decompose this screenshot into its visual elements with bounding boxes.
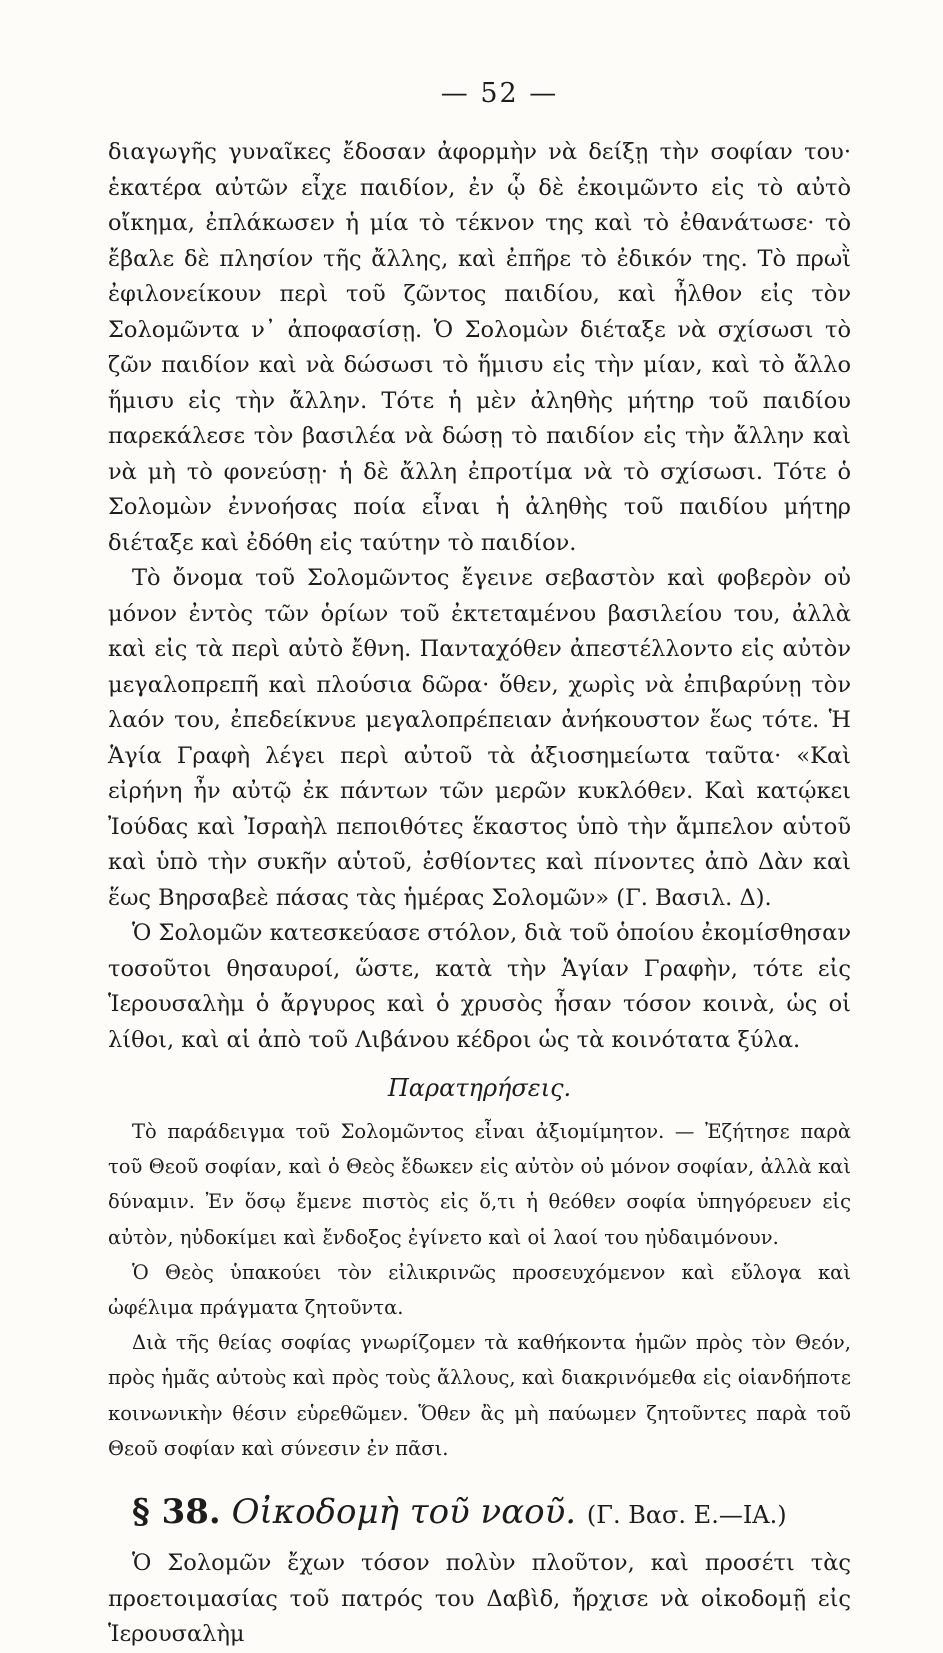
section-title: Οἰκοδομὴ τοῦ ναοῦ. (231, 1492, 577, 1533)
note-paragraph: Τὸ παράδειγμα τοῦ Σολομῶντος εἶναι ἀξιομίμητον. — Ἐζήτησε παρὰ τοῦ Θεοῦ σοφίαν, καὶ ὁ Θεὸς ἔδωκεν εἰς αὐτὸν οὐ μόνον σοφίαν, ἀλλὰ καὶ δύναμιν. Ἐν ὅσῳ ἔμενε πιστὸς εἰς ὅ,τι ἡ θεόθεν σοφία ὑπηγόρευεν εἰς αὐτὸν, ηὐδοκίμει καὶ ἔνδοξος ἐγίνετο καὶ οἱ λαοί του ηὐδαιμόνουν. (108, 1120, 851, 1249)
paragraph-solomon-fleet: Ὁ Σολομῶν κατεσκεύασε στόλον, διὰ τοῦ ὁποίου ἐκομίσθησαν τοσοῦτοι θησαυροί, ὥστε, κατὰ τὴν Ἁγίαν Γραφὴν, τότε εἰς Ἱερουσαλὴμ ὁ ἄργυρος καὶ ὁ χρυσὸς ἦσαν τόσον κοινὰ, ὡς οἱ λίθοι, καὶ αἱ ἀπὸ τοῦ Λιβάνου κέδροι ὡς τὰ κοινότατα ξύλα. (108, 920, 851, 1053)
notes-text (108, 1114, 851, 1466)
page-number: — 52 — (440, 78, 559, 109)
main-text (108, 135, 851, 1058)
note-paragraph: Ὁ Θεὸς ὑπακούει τὸν εἰλικρινῶς προσευχόμενον καὶ εὔλογα καὶ ὠφέλιμα πράγματα ζητοῦντα. (108, 1260, 851, 1320)
section-reference: (Γ. Βασ. Ε.—ΙΑ.) (586, 1501, 787, 1530)
paragraph-solomon-fame: Τὸ ὄνομα τοῦ Σολομῶντος ἔγεινε σεβαστὸν καὶ φοβερὸν οὐ μόνον ἐντὸς τῶν ὁρίων τοῦ ἐκτεταμένου βασιλείου του, ἀλλὰ καὶ εἰς τὰ περὶ αὐτὸ ἔθνη. Πανταχόθεν ἀπεστέλλοντο εἰς αὐτὸν μεγαλοπρεπῆ καὶ πλούσια δῶρα· ὅθεν, χωρὶς νὰ ἐπιβαρύνῃ τὸν λαόν του, ἐπεδείκνυε μεγαλοπρέπειαν ἀνήκουστον ἕως τότε. Ἡ Ἁγία Γραφὴ λέγει περὶ αὐτοῦ τὰ ἀξιοσημείωτα ταῦτα· «Καὶ εἰρήνη ἦν αὐτῷ ἐκ πάντων τῶν μερῶν κυκλόθεν. Καὶ κατῴκει Ἰούδας καὶ Ἰσραὴλ πεποιθότες ἕκαστος ὑπὸ τὴν ἄμπελον αὑτοῦ καὶ ὑπὸ τὴν συκῆν αὑτοῦ, ἐσθίοντες καὶ πίνοντες ἀπὸ Δὰν καὶ ἕως Βηρσαβεὲ πάσας τὰς ἡμέρας Σολομῶν» (Γ. Βασιλ. Δ). (108, 565, 851, 911)
paragraph-solomon-judgement: διαγωγῆς γυναῖκες ἔδοσαν ἀφορμὴν νὰ δείξῃ τὴν σοφίαν του· ἑκατέρα αὐτῶν εἶχε παιδίον, ἐν ᾧ δὲ ἐκοιμῶντο εἰς τὸ αὐτὸ οἴκημα, ἐπλάκωσεν ἡ μία τὸ τέκνον της καὶ τὸ ἐθανάτωσε· τὸ ἔβαλε δὲ πλησίον τῆς ἄλλης, καὶ ἐπῆρε τὸ ἐδικόν της. Τὸ πρωῒ ἐφιλονείκουν περὶ τοῦ ζῶντος παιδίου, καὶ ἦλθον εἰς τὸν Σολομῶντα ν᾽ ἀποφασίσῃ. Ὁ Σολομὼν διέταξε νὰ σχίσωσι τὸ ζῶν παιδίον καὶ νὰ δώσωσι τὸ ἥμισυ εἰς τὴν μίαν, καὶ τὸ ἄλλο ἥμισυ εἰς τὴν ἄλλην. Τότε ἡ μὲν ἀληθὴς μήτηρ τοῦ παιδίου παρεκάλεσε τὸν βασιλέα νὰ δώσῃ τὸ παιδίον εἰς τὴν ἄλλην καὶ νὰ μὴ τὸ φονεύσῃ· ἡ δὲ ἄλλη ἐπροτίμα νὰ τὸ σχίσωσι. Τότε ὁ Σολομὼν ἐννοήσας ποία εἶναι ἡ ἀληθὴς τοῦ παιδίου μήτηρ διέταξε καὶ ἐδόθη εἰς ταύτην τὸ παιδίον. (108, 139, 851, 556)
section-text (108, 1546, 851, 1653)
note-paragraph: Διὰ τῆς θείας σοφίας γνωρίζομεν τὰ καθήκοντα ἡμῶν πρὸς τὸν Θεόν, πρὸς ἡμᾶς αὐτοὺς καὶ πρὸς τοὺς ἄλλους, καὶ διακρινόμεθα εἰς οἱανδήποτε κοινωνικὴν θέσιν εὑρεθῶμεν. Ὅθεν ἂς μὴ παύωμεν ζητοῦντες παρὰ τοῦ Θεοῦ σοφίαν καὶ σύνεσιν ἐν πᾶσι. (108, 1331, 851, 1460)
section-number: § 38. (132, 1492, 221, 1533)
section-heading (132, 1492, 851, 1532)
section-paragraph: Ὁ Σολομῶν ἔχων τόσον πολὺν πλοῦτον, καὶ προσέτι τὰς προετοιμασίας τοῦ πατρός του Δαβὶδ, ἤρχισε νὰ οἰκοδομῇ εἰς Ἱερουσαλὴμ (108, 1550, 851, 1648)
notes-heading: Παρατηρήσεις. (387, 1074, 572, 1102)
